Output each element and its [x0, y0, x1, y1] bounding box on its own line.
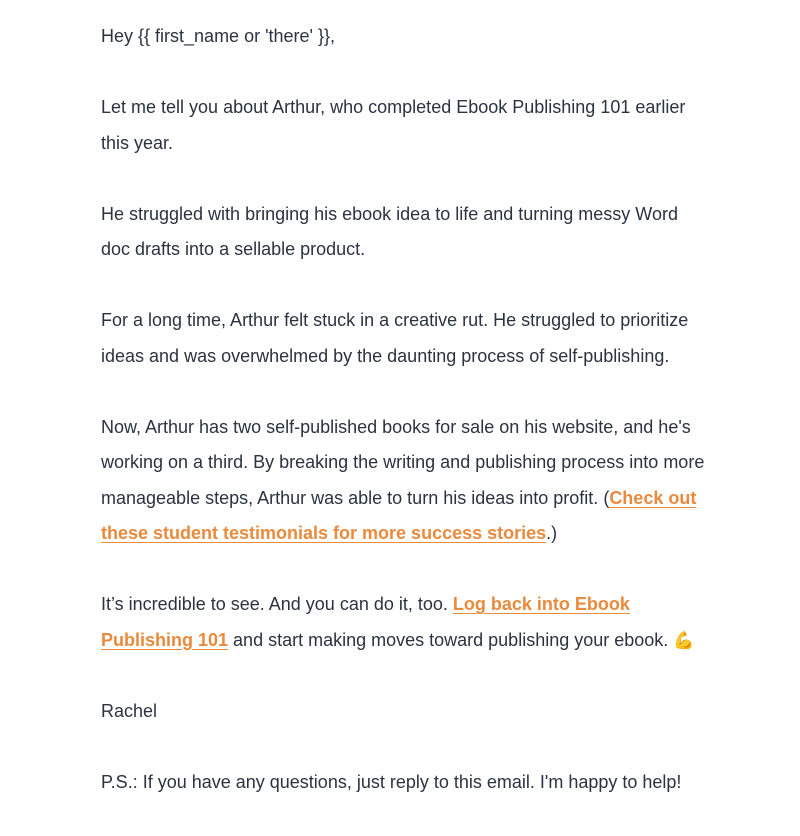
greeting: Hey {{ first_name or 'there' }}, — [101, 26, 335, 46]
flexed-biceps-icon: 💪 — [673, 630, 695, 650]
login-course-link[interactable]: Log back into Ebook Publishing 101 — [101, 594, 630, 650]
paragraph-struggle: He struggled with bringing his ebook idea to life and turning messy Word doc drafts into a sellable product. — [101, 203, 678, 259]
paren-open: ( — [603, 487, 610, 508]
paragraph-intro: Let me tell you about Arthur, who completed Ebook Publishing 101 earlier this year. — [101, 97, 686, 153]
cta-text: It’s incredible to see. And you can do it, too. — [101, 594, 448, 614]
paragraph-success — [101, 410, 711, 552]
testimonials-link[interactable]: Check out these student testimonials for more success stories — [101, 487, 697, 543]
success-text: Now, Arthur has two self-published books for sale on his website, and he's working on a third. By breaking the writing and publishing process into more manageable steps, Arthur was able to turn his ideas into profit. — [101, 416, 705, 508]
paragraph-stuck: For a long time, Arthur felt stuck in a creative rut. He struggled to prioritize ideas and was overwhelmed by the daunting process of self-publishing. — [101, 310, 689, 366]
paragraph-cta — [101, 587, 711, 658]
signature: Rachel — [101, 700, 158, 721]
cta-rest: and start making moves toward publishing your ebook. — [233, 629, 669, 650]
email-body — [101, 19, 711, 836]
paren-close: .) — [546, 523, 558, 543]
postscript: P.S.: If you have any questions, just reply to this email. I'm happy to help! — [101, 771, 682, 792]
